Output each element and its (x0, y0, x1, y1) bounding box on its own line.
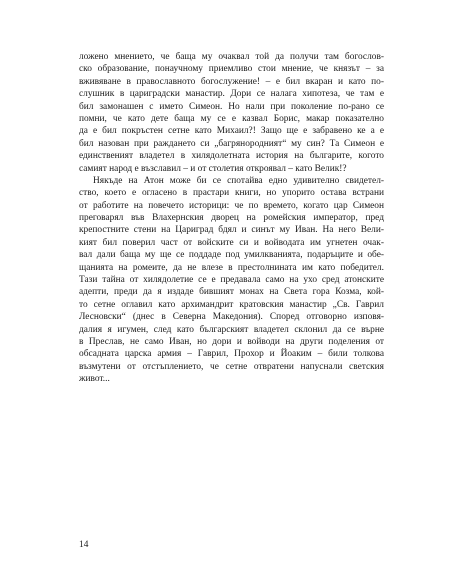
text-line: Тази тайна от хилядолетие се е предавала само на ухо сред атонските (79, 275, 384, 286)
text-line: Някъде на Атон може би се спотайва едно удивително свидетел- (93, 175, 384, 186)
text-line: Лесновски“ (днес в Северна Македония). Според отговорно изповя- (79, 312, 384, 323)
text-line: далия я игумен, след като българският владетел склонил да се върне (79, 324, 384, 335)
text-line: то сетне оглавил като архимандрит кратовския манастир „Св. Гаврил (79, 299, 384, 310)
text-line: крепостните стени на Цариград бдял и синът му Иван. На него Вели- (79, 225, 384, 236)
text-line: живот... (79, 374, 110, 385)
text-line: единственият владетел в хилядолетната история на българите, когото (79, 151, 384, 162)
text-line: ско образование, понаучному приемливо стои мнение, че князът – за (79, 64, 384, 75)
body-text (79, 51, 384, 386)
text-line: от работите на повечето историци: че по времето, когато цар Симеон (79, 200, 384, 211)
text-line: помни, че като дете баща му се е казвал Борис, макар показателно (79, 113, 384, 124)
text-line: самият народ е възславил – и от столетия откроявал – като Велик!? (79, 163, 347, 174)
text-line: слушник в цариградски манастир. Дори се налага хипотеза, че там е (79, 89, 384, 100)
text-line: обсадната царска армия – Гаврил, Прохор и Йоаким – били толкова (79, 349, 384, 360)
text-line: адепти, преди да я издаде бившият монах на Света гора Козма, кой- (79, 287, 384, 298)
text-line: щанията на ромеите, да не влезе в престолнината им като победител. (79, 262, 384, 273)
text-line: ложено мнението, че баща му очаквал той да получи там богослов- (79, 52, 384, 62)
text-line: преговарял във Влахернския дворец на ромейския император, пред (79, 213, 384, 224)
text-line: бил замонашен с името Симеон. Но нали при поколение по-рано се (79, 101, 384, 112)
text-line: да е бил покръстен сетне като Михаил?! Защо ще е забравено ке а е (79, 126, 384, 137)
text-line: в Преслав, не само Иван, но дори и войводи на други поделения от (79, 336, 384, 347)
paragraph-2 (79, 175, 384, 386)
text-line: вал дали баща му ще се поддаде под умилкванията, подаръците и обе- (79, 250, 384, 261)
text-line: ство, което е огласено в прастари книги, но упорито остава встрани (79, 188, 384, 199)
page-number: 14 (79, 540, 89, 550)
text-line: възмутени от отстъплението, че сетне отвратени напуснали светския (79, 361, 384, 372)
text-line: бил назован при раждането си „багрянородният“ му син? Та Симеон е (79, 138, 384, 149)
paragraph-1 (79, 51, 384, 175)
text-line: вживяване в православното богослужение! – е бил вкаран и като по- (79, 76, 384, 87)
text-line: кият бил поверил част от войските си и войводата им угнетен очак- (79, 237, 384, 248)
